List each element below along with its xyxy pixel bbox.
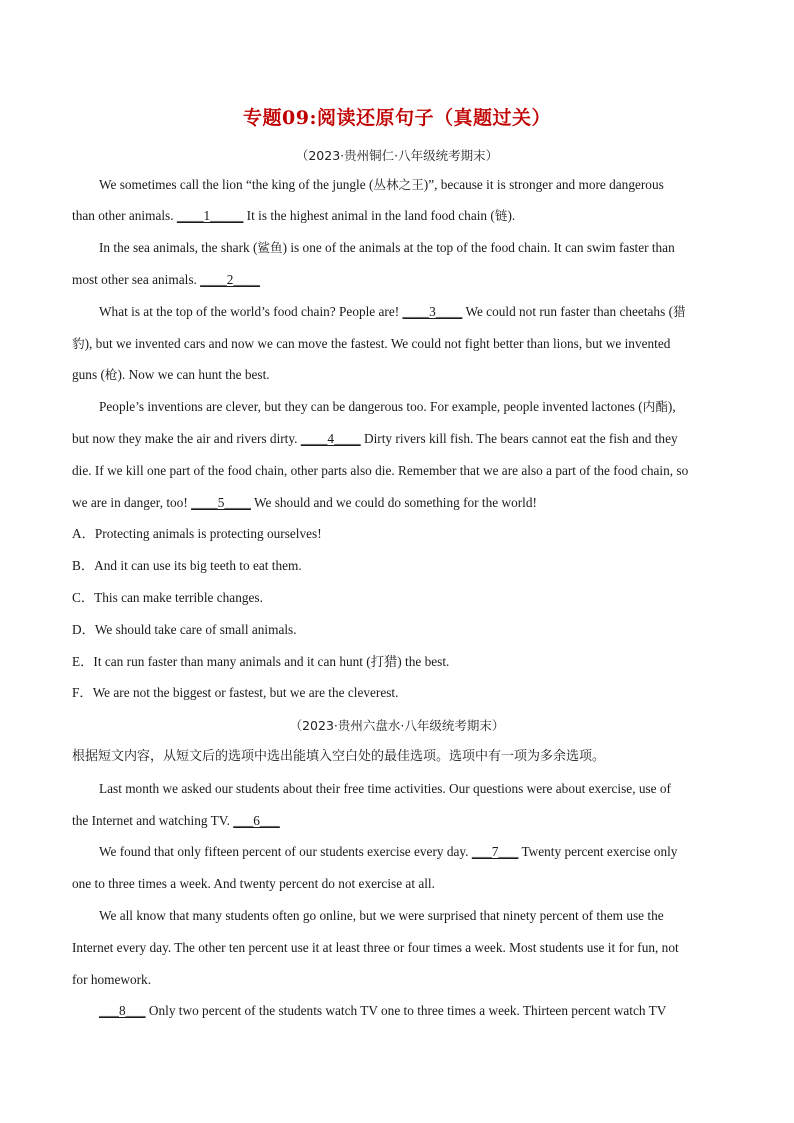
option-f: F．We are not the biggest or fastest, but we are the cleverest.	[72, 685, 399, 700]
blank-6: ___6___	[233, 813, 280, 828]
passage2-line: We found that only fifteen percent of our students exercise every day. ___7___ Twenty percent exercise only	[99, 844, 678, 859]
option-d: D．We should take care of small animals.	[72, 622, 297, 637]
passage1-line: die. If we kill one part of the food chain, other parts also die. Remember that we are also a part of the food chain, so	[72, 463, 689, 478]
passage1-line: we are in danger, too! ____5____ We should and we could do something for the world!	[72, 495, 537, 510]
passage1-line: most other sea animals. ____2____	[72, 272, 260, 287]
section2-source: （2023·贵州六盘水·八年级统考期末）	[289, 718, 505, 733]
passage2-line: We all know that many students often go online, but we were surprised that ninety percent of them use the	[99, 908, 664, 923]
passage1-line: In the sea animals, the shark (鲨鱼) is one of the animals at the top of the food chain. It can swim faster than	[99, 240, 675, 255]
passage2-line: Last month we asked our students about their free time activities. Our questions were about exercise, use of	[99, 781, 671, 796]
option-b: B．And it can use its big teeth to eat them.	[72, 558, 302, 573]
blank-1: ____1_____	[176, 208, 244, 223]
passage1-line: than other animals. ____1_____ It is the highest animal in the land food chain (链).	[72, 208, 516, 223]
section1-source: （2023·贵州铜仁·八年级统考期末）	[295, 148, 499, 163]
section2-instruction: 根据短文内容，从短文后的选项中选出能填入空白处的最佳选项。选项中有一项为多余选项。	[72, 749, 606, 764]
passage2-line: for homework.	[72, 972, 152, 987]
page-title: 专题09:阅读还原句子（真题过关）	[243, 107, 551, 129]
blank-8: ___8___	[99, 1003, 146, 1018]
passage1-line: 豹), but we invented cars and now we can move the fastest. We could not fight better than lions, but we invented	[72, 336, 671, 351]
blank-2: ____2____	[200, 272, 260, 287]
blank-4: ____4____	[300, 431, 361, 446]
passage2-line: ___8___ Only two percent of the students watch TV one to three times a week. Thirteen percent watch TV	[99, 1003, 667, 1018]
passage2-line: the Internet and watching TV. ___6___	[72, 813, 280, 828]
passage2-line: one to three times a week. And twenty percent do not exercise at all.	[72, 876, 435, 891]
passage1-line: People’s inventions are clever, but they can be dangerous too. For example, people invented lactones (内酯),	[99, 399, 676, 414]
passage1-line: We sometimes call the lion “the king of the jungle (丛林之王)”, because it is stronger and more dangerous	[99, 177, 664, 192]
option-e: E．It can run faster than many animals and it can hunt (打猎) the best.	[72, 654, 450, 669]
passage1-line: but now they make the air and rivers dirty. ____4____ Dirty rivers kill fish. The bears cannot eat the fish and they	[72, 431, 678, 446]
blank-5: ____5____	[191, 495, 251, 510]
passage1-line: guns (枪). Now we can hunt the best.	[72, 367, 270, 382]
option-c: C．This can make terrible changes.	[72, 590, 263, 605]
option-a: A．Protecting animals is protecting ourselves!	[72, 526, 322, 541]
blank-7: ___7___	[471, 844, 519, 859]
blank-3: ____3____	[402, 304, 463, 319]
passage2-line: Internet every day. The other ten percent use it at least three or four times a week. Most students use it for fun, not	[72, 940, 679, 955]
passage1-line: What is at the top of the world’s food chain? People are! ____3____ We could not run faster than cheetahs (猎	[99, 304, 686, 319]
